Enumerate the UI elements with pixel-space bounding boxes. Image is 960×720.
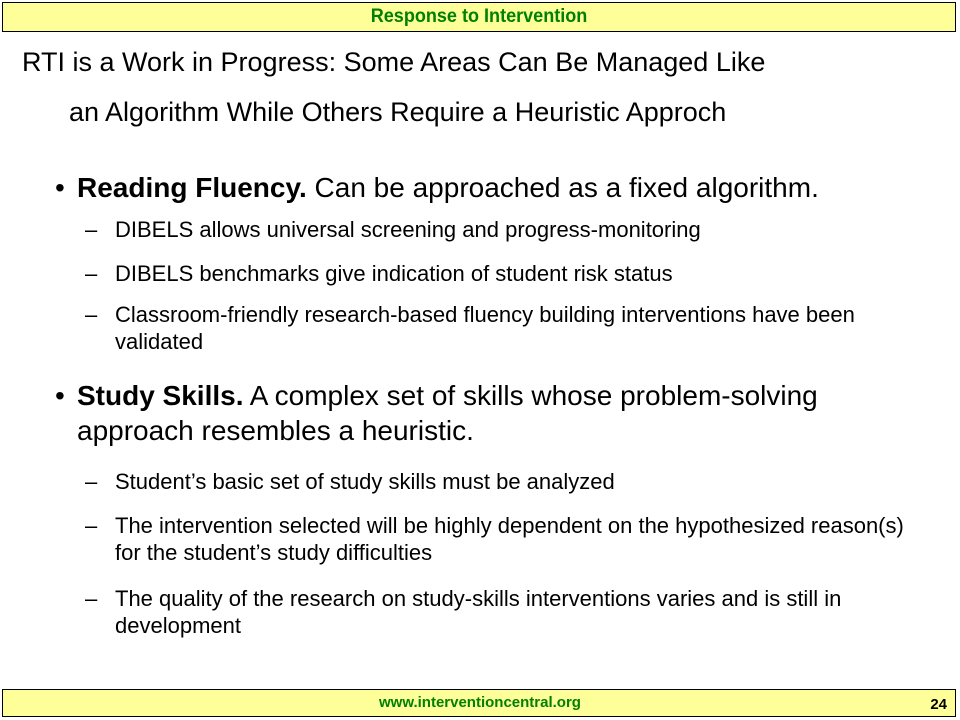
footer-bar [2,689,956,717]
sub-item-text: The intervention selected will be highly dependent on the hypothesized reason(s) for the student’s study difficulties [115,513,904,565]
sub-item-text: The quality of the research on study-skills interventions varies and is still in development [115,586,842,638]
bullet-body: A complex set of skills whose problem-solving approach resembles a heuristic. [77,380,818,446]
header-title: Response to Intervention [370,6,588,27]
bullet-text [77,378,917,448]
bullet-body: Can be approached as a fixed algorithm. [306,172,819,203]
dash-marker: – [85,217,98,242]
dash-marker: – [85,586,98,611]
bullet-marker: • [55,172,65,203]
dash-marker: – [85,302,98,327]
dash-marker: – [85,469,98,494]
bullet-text [77,170,917,205]
bullet-marker: • [55,380,65,411]
dash-marker: – [85,513,98,538]
sub-item-text: DIBELS allows universal screening and progress-monitoring [115,217,701,242]
sub-item-text: Classroom-friendly research-based fluency building interventions have been validated [115,302,855,354]
slide-title-line-2: an Algorithm While Others Require a Heuristic Approch [69,97,727,127]
page-number: 24 [930,696,947,713]
bullet-label: Reading Fluency. [77,172,307,203]
slide-title-line-1: RTI is a Work in Progress: Some Areas Can Be Managed Like [22,47,766,77]
bullet-label: Study Skills. [77,380,244,411]
footer-url[interactable]: www.interventioncentral.org [379,694,581,711]
header-bar [2,2,956,32]
sub-item-text: Student’s basic set of study skills must be analyzed [115,469,615,494]
sub-item-text: DIBELS benchmarks give indication of student risk status [115,261,673,286]
dash-marker: – [85,261,98,286]
